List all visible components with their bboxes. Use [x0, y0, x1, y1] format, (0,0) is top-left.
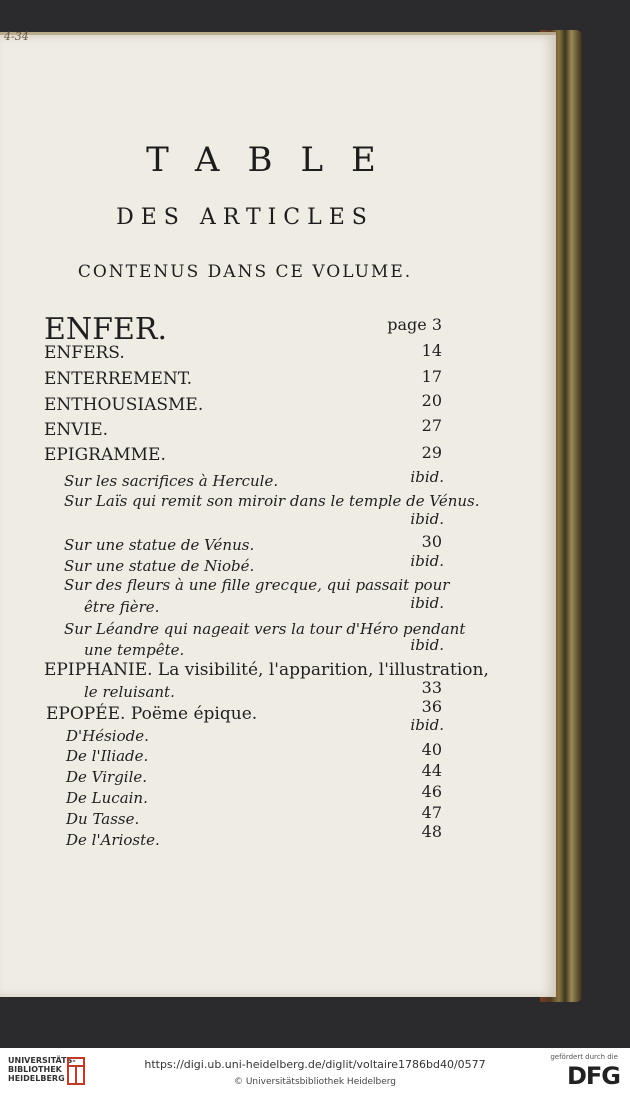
- viewer-footer: [0, 1048, 630, 1095]
- toc-entry-page: 36: [421, 697, 442, 716]
- toc-entry-page: ibid.: [410, 636, 444, 654]
- page-subtitle: DES ARTICLES: [116, 205, 374, 230]
- toc-entry-text: ENTHOUSIASME.: [44, 395, 204, 415]
- dfg-logo: DFG: [566, 1062, 620, 1090]
- digital-object-url-link[interactable]: https://digi.ub.uni-heidelberg.de/diglit/voltaire1786bd40/0577: [144, 1058, 486, 1071]
- toc-entry-page: ibid.: [410, 552, 444, 570]
- toc-entry-text: le reluisant.: [84, 683, 175, 701]
- toc-entry-text: D'Hésiode.: [66, 727, 149, 745]
- toc-entry-page: 48: [421, 822, 442, 841]
- page-subtitle-secondary: CONTENUS DANS CE VOLUME.: [77, 262, 413, 282]
- toc-entry-text: Sur Laïs qui remit son miroir dans le temple de Vénus.: [64, 492, 480, 510]
- toc-entry-page: ibid.: [410, 594, 444, 612]
- toc-entry-page: ibid.: [410, 716, 444, 734]
- toc-entry-text: Sur une statue de Niobé.: [64, 557, 255, 575]
- toc-entry-page: 33: [421, 678, 442, 697]
- toc-entry-page: ibid.: [410, 510, 444, 528]
- toc-entry-text: De l'Arioste.: [66, 831, 160, 849]
- toc-entry-text: ENFER.: [44, 312, 167, 347]
- toc-entry-text: EPOPÉE. Poëme épique.: [46, 704, 258, 724]
- toc-entry-page: 30: [421, 532, 442, 551]
- toc-entry-page: 17: [421, 367, 442, 386]
- corner-note: 4-34: [4, 30, 29, 43]
- toc-entry-text: Sur une statue de Vénus.: [64, 536, 255, 554]
- toc-entry-text: EPIPHANIE. La visibilité, l'apparition, l'illustration,: [44, 660, 489, 680]
- toc-entry-page: 20: [421, 391, 442, 410]
- toc-entry-text: EPIGRAMME.: [44, 445, 166, 465]
- toc-entry-text: Sur les sacrifices à Hercule.: [64, 472, 279, 490]
- toc-entry-text: une tempête.: [84, 641, 185, 659]
- page-title: TABLE: [146, 140, 404, 180]
- toc-entry-text: De Virgile.: [66, 768, 148, 786]
- toc-entry-text: Du Tasse.: [66, 810, 140, 828]
- toc-entry-page: 44: [421, 761, 442, 780]
- toc-entry-text: ENVIE.: [44, 420, 109, 440]
- toc-entry-text: ENFERS.: [44, 343, 125, 363]
- toc-entry-page: 29: [421, 443, 442, 462]
- toc-entry-text: Sur Léandre qui nageait vers la tour d'Héro pendant: [64, 620, 466, 638]
- toc-entry-page: 14: [421, 341, 442, 360]
- toc-entry-page: 27: [421, 416, 442, 435]
- copyright-notice: © Universitätsbibliothek Heidelberg: [233, 1077, 396, 1087]
- toc-entry-text: De Lucain.: [66, 789, 148, 807]
- toc-entry-page: 46: [421, 782, 442, 801]
- funder-caption: gefördert durch die: [550, 1053, 618, 1061]
- toc-entry-text: ENTERREMENT.: [44, 369, 192, 389]
- toc-entry-page: page 3: [387, 315, 442, 334]
- toc-entry-text: être fière.: [84, 598, 160, 616]
- toc-entry-page: ibid.: [410, 468, 444, 486]
- institution-logo-text: UNIVERSITÄTS- BIBLIOTHEK HEIDELBERG: [8, 1056, 76, 1083]
- toc-entry-page: 40: [421, 740, 442, 759]
- toc-entry-text: Sur des fleurs à une fille grecque, qui passait pour: [64, 576, 450, 594]
- toc-entry-page: 47: [421, 803, 442, 822]
- toc-entry-text: De l'Iliade.: [66, 747, 149, 765]
